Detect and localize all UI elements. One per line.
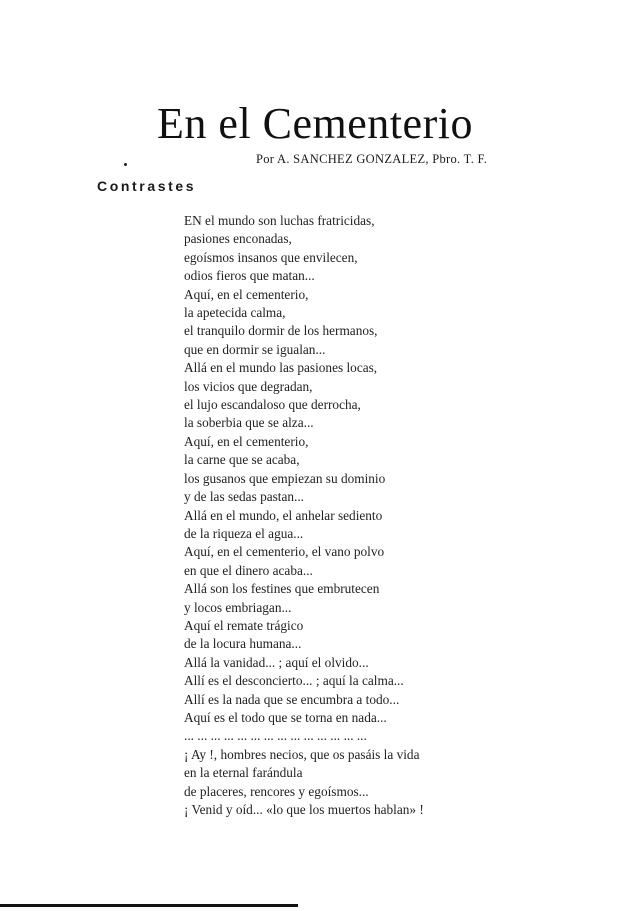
poem-line: Allá son los festines que embrutecen <box>184 581 380 597</box>
bottom-rule <box>0 904 298 907</box>
poem-line: de placeres, rencores y egoísmos... <box>184 783 369 799</box>
poem-line: Aquí es el todo que se torna en nada... <box>184 709 387 725</box>
poem-line: Aquí, en el cementerio, <box>184 286 309 302</box>
poem-line: y locos embriagan... <box>184 599 292 615</box>
ink-speck <box>124 163 127 166</box>
poem-line: el lujo escandaloso que derrocha, <box>184 397 361 413</box>
author-byline: Por A. SANCHEZ GONZALEZ, Pbro. T. F. <box>256 152 488 166</box>
poem-line: Aquí el remate trágico <box>184 617 304 633</box>
poem-line: y de las sedas pastan... <box>184 489 305 505</box>
poem-line: Allá la vanidad... ; aquí el olvido... <box>184 654 369 670</box>
poem-line: de la riqueza el agua... <box>184 525 304 541</box>
poem-line: pasiones enconadas, <box>184 231 292 247</box>
poem-line: los vicios que degradan, <box>184 378 313 394</box>
poem-line: Allí es la nada que se encumbra a todo... <box>184 691 400 707</box>
poem-line: en que el dinero acaba... <box>184 562 313 578</box>
poem-line: de la locura humana... <box>184 636 302 652</box>
poem-line: odios fieros que matan... <box>184 268 315 284</box>
poem-line: egoísmos insanos que envilecen, <box>184 249 358 265</box>
poem-line: ¡ Ay !, hombres necios, que os pasáis la vida <box>184 746 420 762</box>
poem-line: la soberbia que se alza... <box>184 415 314 431</box>
poem-line: Allá en el mundo, el anhelar sediento <box>184 507 383 523</box>
poem-line: ... ... ... ... ... ... ... ... ... ... ... ... ... ... <box>184 728 367 744</box>
poem <box>184 212 424 819</box>
poem-line: los gusanos que empiezan su dominio <box>184 470 386 486</box>
poem-line: la carne que se acaba, <box>184 452 300 468</box>
poem-line: Aquí, en el cementerio, <box>184 433 309 449</box>
poem-line: Allá en el mundo las pasiones locas, <box>184 360 378 376</box>
poem-line: en la eternal farándula <box>184 765 303 781</box>
page-title: En el Cementerio <box>157 99 473 148</box>
poem-line: ¡ Venid y oíd... «lo que los muertos hablan» ! <box>184 802 424 817</box>
section-heading: Contrastes <box>97 178 197 194</box>
poem-line: Aquí, en el cementerio, el vano polvo <box>184 544 385 560</box>
poem-line: Allí es el desconcierto... ; aquí la calma... <box>184 673 404 689</box>
poem-line: que en dormir se igualan... <box>184 341 326 357</box>
poem-line: EN el mundo son luchas fratricidas, <box>184 213 375 228</box>
poem-line: el tranquilo dormir de los hermanos, <box>184 323 378 339</box>
poem-line: la apetecida calma, <box>184 305 286 321</box>
